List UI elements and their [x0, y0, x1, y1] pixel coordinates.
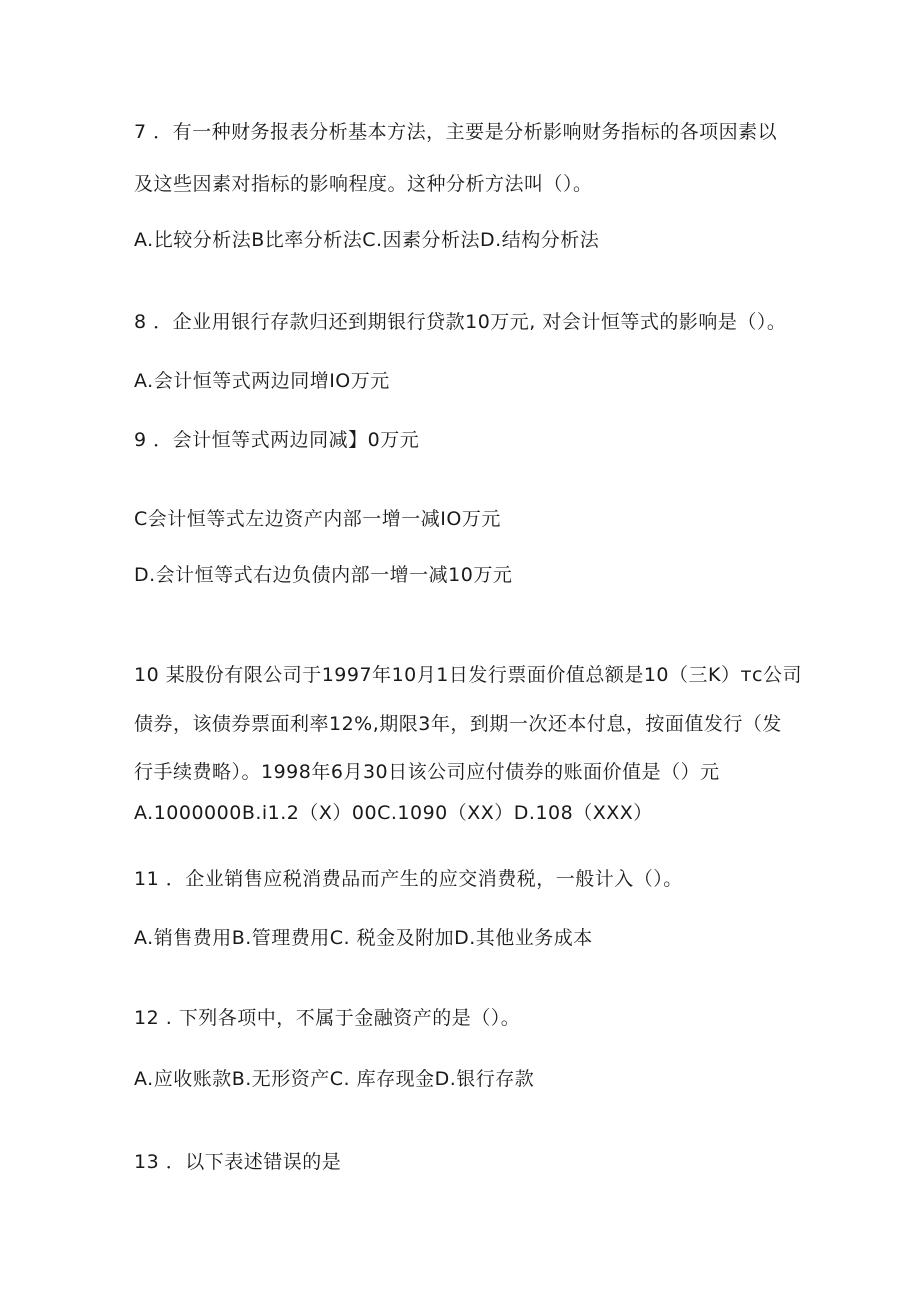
question-7-options: A.比较分析法B比率分析法C.因素分析法D.结构分析法 — [134, 229, 600, 251]
question-11-options: A.销售费用B.管理费用C. 税金及附加D.其他业务成本 — [134, 927, 593, 949]
question-8-option-a: A.会计恒等式两边同增IO万元 — [134, 370, 390, 392]
question-8-stem: 8 ．企业用银行存款归还到期银行贷款10万元, 对会计恒等式的影响是（）。 — [134, 311, 787, 333]
question-12-options: A.应收账款B.无形资产C. 库存现金D.银行存款 — [134, 1068, 535, 1090]
question-7-line-2: 及这些因素对指标的影响程度。这种分析方法叫（）。 — [134, 173, 593, 195]
question-8-option-d: D.会计恒等式右边负债内部一增一减10万元 — [134, 564, 513, 586]
question-10-line-3: 行手续费略）。1998年6月30日该公司应付债券的账面价值是（）元 — [134, 761, 720, 783]
question-12-stem: 12 . 下列各项中，不属于金融资产的是（）。 — [134, 1007, 521, 1029]
question-10-line-1: 10 某股份有限公司于1997年10月1日发行票面价值总额是10（三K）тc公司 — [134, 664, 802, 686]
question-13-stem: 13 ．以下表述错误的是 — [134, 1151, 342, 1173]
question-10-options: A.1000000B.i1.2（X）00C.1090（XX）D.108（XXX） — [134, 802, 653, 824]
question-8-option-b: 9 ．会计恒等式两边同减】0万元 — [134, 429, 420, 451]
question-10-line-2: 债券，该债券票面利率12%,期限3年，到期一次还本付息，按面值发行（发 — [134, 713, 782, 735]
question-7-line-1: 7 ．有一种财务报表分析基本方法，主要是分析影响财务指标的各项因素以 — [134, 121, 778, 143]
question-8-option-c: C会计恒等式左边资产内部一增一减IO万元 — [134, 508, 501, 530]
question-11-stem: 11 ．企业销售应税消费品而产生的应交消费税，一般计入（）。 — [134, 868, 683, 890]
